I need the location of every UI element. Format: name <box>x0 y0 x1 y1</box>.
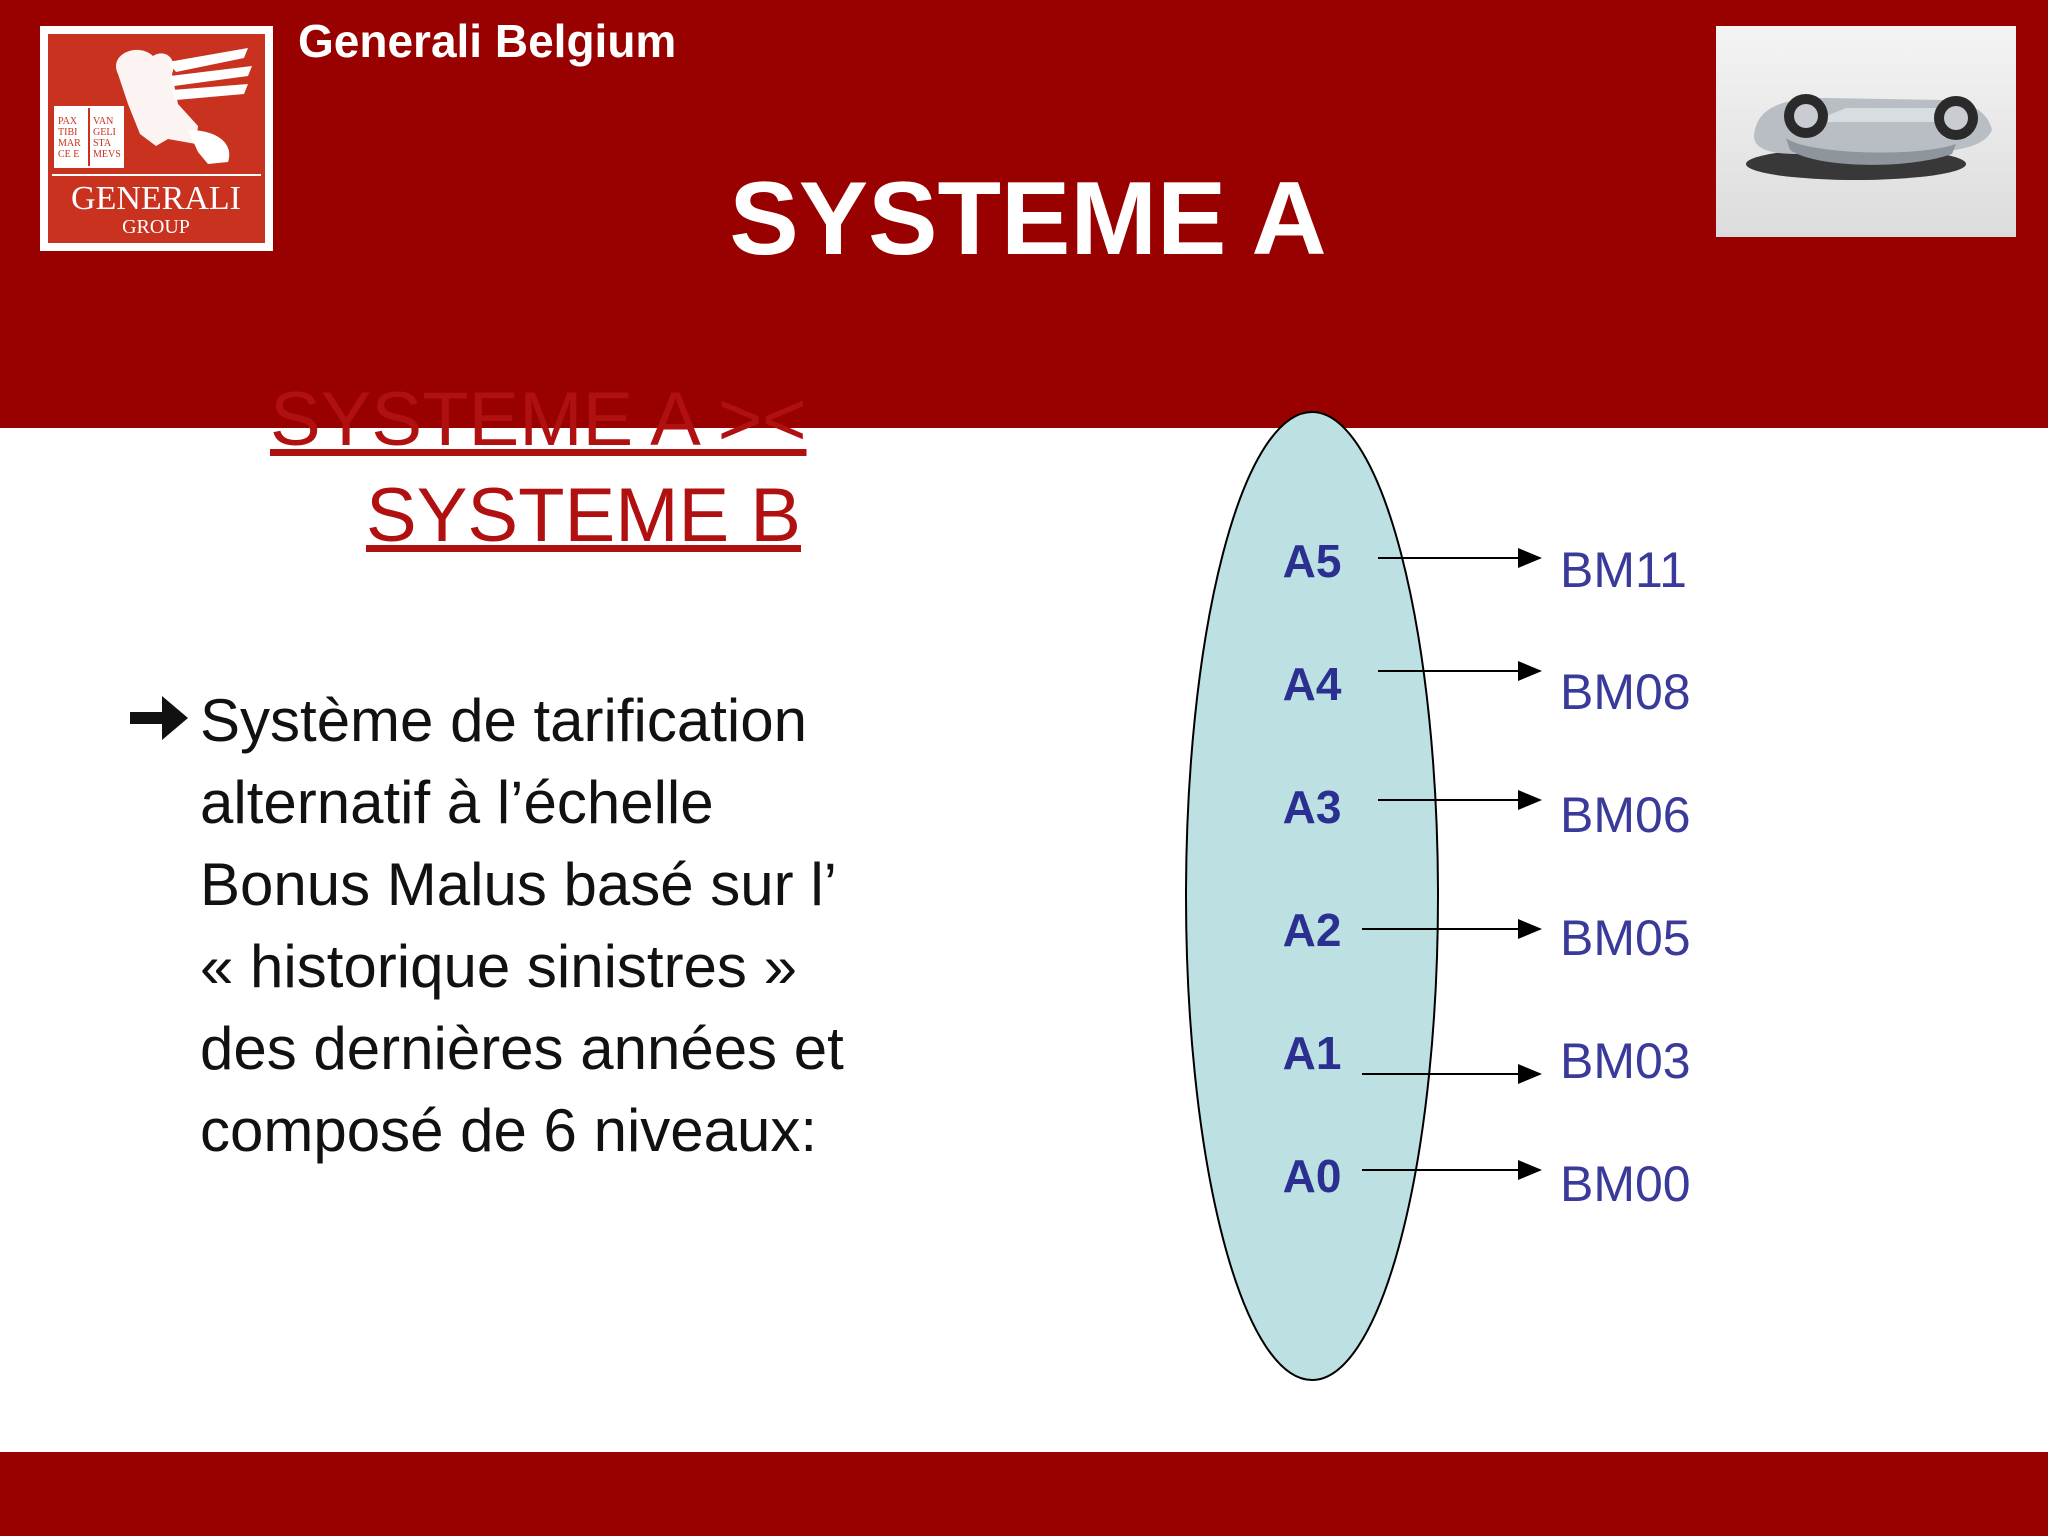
svg-text:VAN: VAN <box>93 116 114 127</box>
footer-band <box>0 1452 2048 1536</box>
bm-label: BM03 <box>1560 1033 1691 1089</box>
level-label: A3 <box>1282 781 1342 833</box>
subtitle-line-2: SYSTEME B <box>366 473 801 558</box>
motto-left: PAX <box>58 116 78 127</box>
svg-text:MEVS: MEVS <box>93 149 121 160</box>
level-label: A4 <box>1282 658 1342 710</box>
page-title-text: SYSTEME A <box>729 161 1327 277</box>
level-label: A0 <box>1282 1150 1342 1202</box>
level-label: A5 <box>1282 535 1342 587</box>
bm-label: BM08 <box>1560 664 1691 720</box>
logo-wordmark: GENERALI <box>71 180 241 217</box>
bm-label: BM11 <box>1560 542 1687 598</box>
subtitle-line-1: SYSTEME A >< <box>270 377 807 462</box>
bullet-line: Bonus Malus basé sur l’ <box>200 851 837 918</box>
bullet-line: des dernières années et <box>200 1015 844 1082</box>
brand-name: Generali Belgium <box>298 15 677 67</box>
bm-label: BM05 <box>1560 910 1691 966</box>
bm-label: BM00 <box>1560 1156 1691 1212</box>
svg-text:TIBI: TIBI <box>58 127 78 138</box>
bullet-line: alternatif à l’échelle <box>200 769 714 836</box>
svg-text:STA: STA <box>93 138 112 149</box>
bullet-line: « historique sinistres » <box>200 933 797 1000</box>
svg-text:GELI: GELI <box>93 127 116 138</box>
svg-text:MAR: MAR <box>58 138 81 149</box>
bullet-line: composé de 6 niveaux: <box>200 1097 818 1164</box>
logo-group: GROUP <box>122 216 190 238</box>
level-label: A1 <box>1282 1027 1342 1079</box>
svg-text:CE E: CE E <box>58 149 80 160</box>
bullet-line: Système de tarification <box>200 687 807 754</box>
bm-label: BM06 <box>1560 787 1691 843</box>
level-label: A2 <box>1282 904 1342 956</box>
